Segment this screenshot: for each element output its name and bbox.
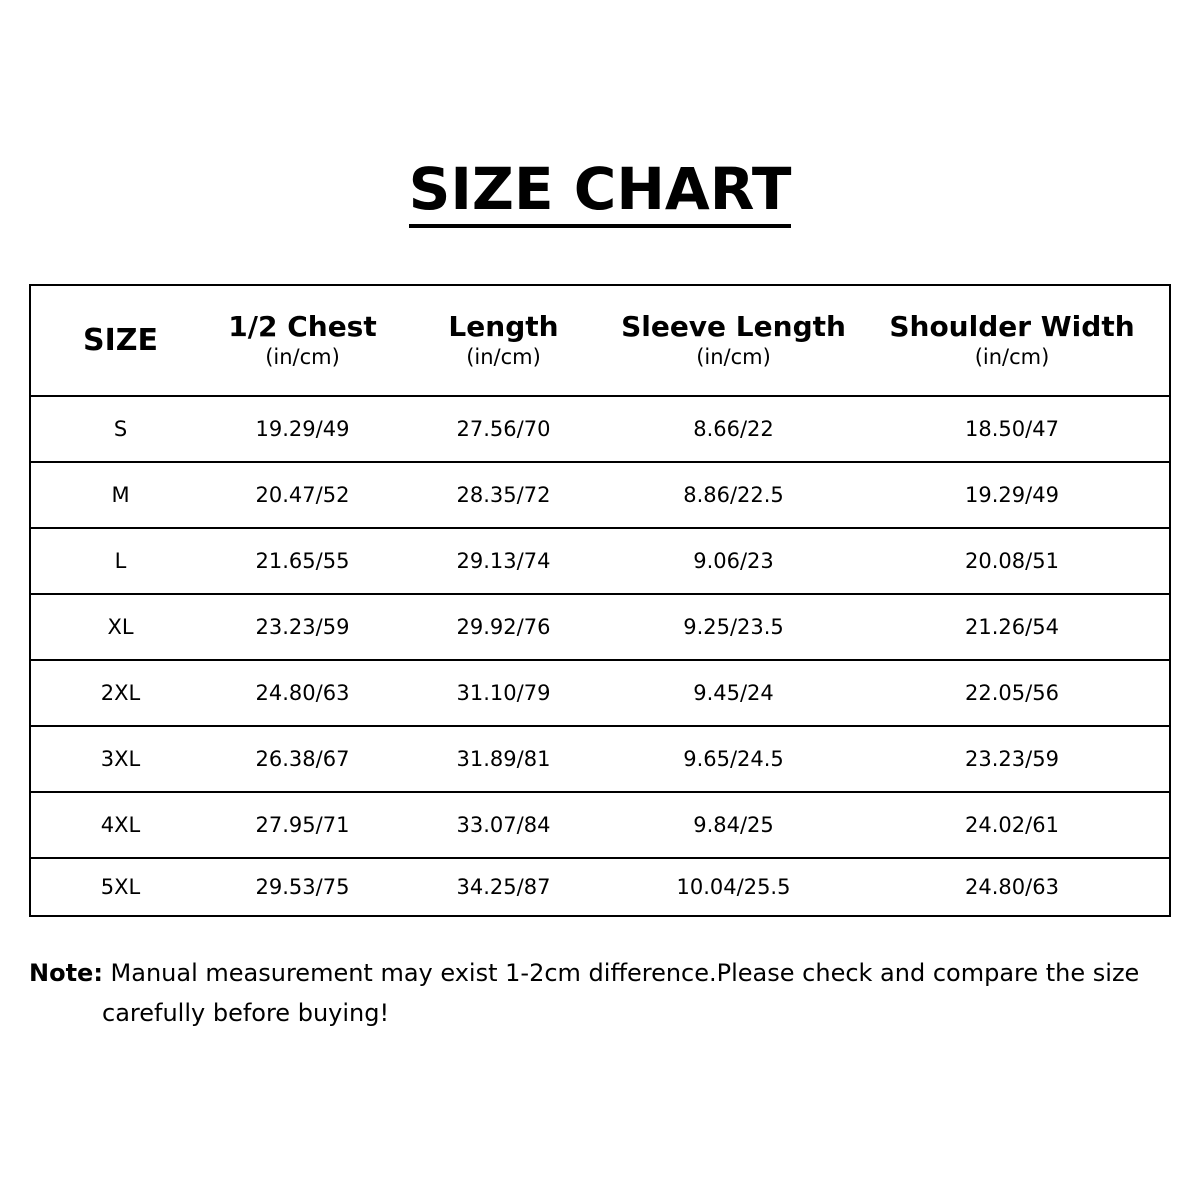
page-title [0,155,1200,228]
size-cell: 3XL [30,726,210,792]
table-row [30,396,1170,462]
length-cell: 31.10/79 [395,660,612,726]
sleeve-cell: 8.86/22.5 [612,462,855,528]
size-cell: M [30,462,210,528]
header-label: SIZE [82,322,158,358]
sleeve-cell: 8.66/22 [612,396,855,462]
table-header-row [30,285,1170,396]
note-text-line1: Manual measurement may exist 1-2cm difference.Please check and compare the size [102,959,1140,987]
table-row [30,594,1170,660]
chest-cell: 29.53/75 [255,875,350,899]
header-unit: (in/cm) [696,344,771,369]
size-cell: XL [30,594,210,660]
length-cell: 31.89/81 [395,726,612,792]
shoulder-cell: 18.50/47 [855,396,1170,462]
note-label: Note: [29,959,103,987]
header-shoulder-width [855,285,1170,396]
chest-cell: 24.80/63 [210,660,395,726]
chest-cell: 21.65/55 [210,528,395,594]
sleeve-cell: 9.25/23.5 [612,594,855,660]
size-cell: 5XL [100,875,141,899]
header-label: Length [448,310,559,344]
header-unit: (in/cm) [265,344,340,369]
table-row [30,660,1170,726]
chest-cell: 27.95/71 [210,792,395,858]
header-unit: (in/cm) [466,344,541,369]
header-label: Shoulder Width [889,310,1135,344]
note [29,953,1179,1033]
chest-cell: 19.29/49 [210,396,395,462]
chest-cell: 26.38/67 [210,726,395,792]
length-cell: 28.35/72 [395,462,612,528]
sleeve-cell: 9.65/24.5 [612,726,855,792]
shoulder-cell: 24.02/61 [855,792,1170,858]
header-label: 1/2 Chest [228,310,377,344]
size-cell: L [30,528,210,594]
size-cell: S [30,396,210,462]
length-cell: 27.56/70 [395,396,612,462]
note-text-line2: carefully before buying! [102,999,390,1027]
table-row [30,726,1170,792]
length-cell: 34.25/87 [456,875,551,899]
size-cell: 2XL [30,660,210,726]
size-table [29,284,1171,917]
table-row [30,792,1170,858]
header-label: Sleeve Length [621,310,846,344]
sleeve-cell: 9.06/23 [612,528,855,594]
table-row [30,858,1170,916]
shoulder-cell: 24.80/63 [965,875,1059,899]
chest-cell: 20.47/52 [210,462,395,528]
header-chest [210,285,395,396]
shoulder-cell: 22.05/56 [855,660,1170,726]
chest-cell: 23.23/59 [210,594,395,660]
length-cell: 29.92/76 [395,594,612,660]
header-sleeve-length [612,285,855,396]
sleeve-cell: 9.45/24 [612,660,855,726]
shoulder-cell: 23.23/59 [855,726,1170,792]
table-row [30,462,1170,528]
length-cell: 33.07/84 [395,792,612,858]
sleeve-cell: 10.04/25.5 [676,875,791,899]
table-row [30,528,1170,594]
header-size [30,285,210,396]
header-unit: (in/cm) [974,344,1050,369]
page-title-text: SIZE CHART [409,160,792,228]
shoulder-cell: 20.08/51 [855,528,1170,594]
size-cell: 4XL [30,792,210,858]
sleeve-cell: 9.84/25 [612,792,855,858]
header-length [395,285,612,396]
shoulder-cell: 19.29/49 [855,462,1170,528]
shoulder-cell: 21.26/54 [855,594,1170,660]
length-cell: 29.13/74 [395,528,612,594]
